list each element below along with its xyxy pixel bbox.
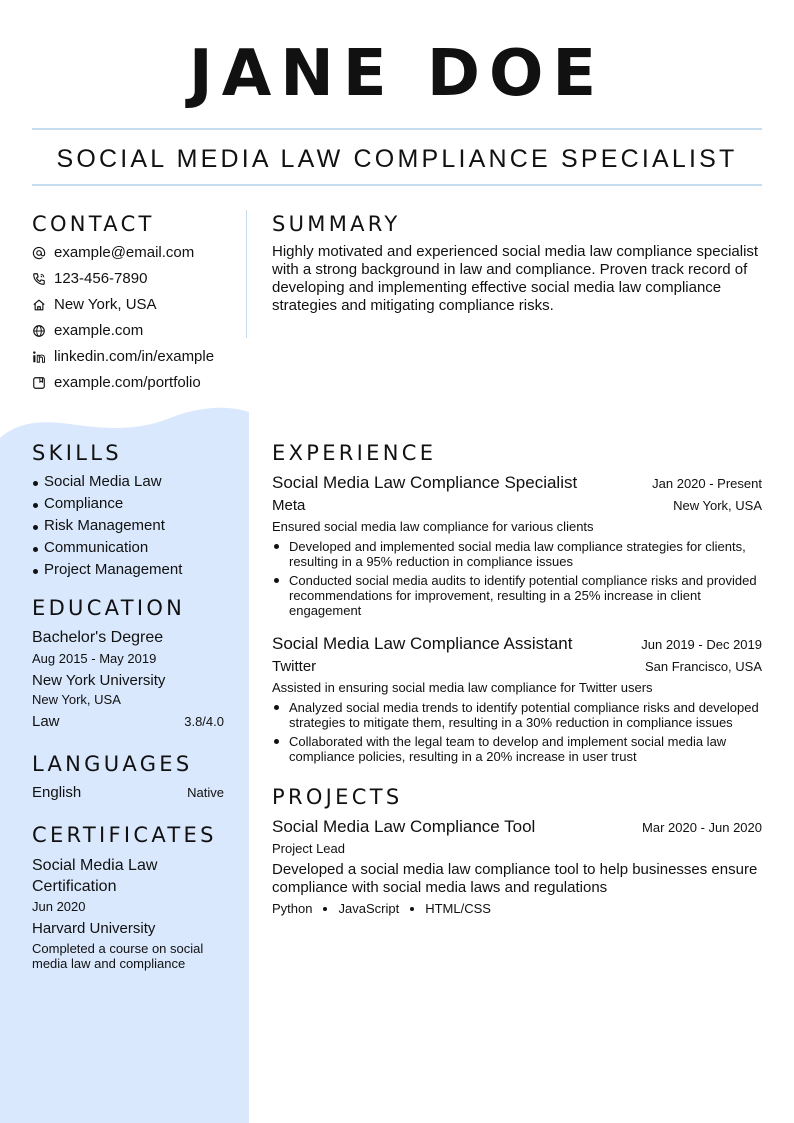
job-bullets: [272, 539, 762, 618]
contact-phone[interactable]: [32, 269, 147, 289]
experience-item: [272, 633, 762, 768]
globe-icon: [32, 324, 46, 338]
contact-location-text: New York, USA: [54, 296, 157, 313]
job-summary: Ensured social media law compliance for various clients: [272, 519, 594, 534]
language-row: [32, 783, 224, 803]
contact-linkedin-text: linkedin.com/in/example: [54, 348, 215, 365]
education-field: Law: [32, 713, 60, 730]
job-bullets: [272, 700, 762, 764]
project-role: Project Lead: [272, 841, 345, 856]
contact-phone-text: 123-456-7890: [54, 270, 148, 287]
list-item: Compliance: [32, 493, 242, 515]
skills-heading: SKILLS: [32, 441, 122, 465]
language-level: Native: [187, 785, 224, 800]
contact-heading: CONTACT: [32, 212, 155, 236]
job-company: Twitter: [272, 658, 317, 675]
project-tech-list: [272, 901, 762, 917]
header-rule-bottom: [32, 184, 762, 186]
job-location: San Francisco, USA: [644, 659, 762, 674]
language-name: English: [32, 784, 82, 801]
certificate-date: Jun 2020: [32, 899, 86, 914]
list-item: Communication: [32, 537, 242, 559]
job-dates: Jan 2020 - Present: [652, 476, 762, 491]
contact-website-text: example.com: [54, 322, 144, 339]
job-title: Social Media Law Compliance Specialist: [272, 473, 578, 492]
separator-dot: [323, 907, 327, 911]
contact-email-text: example@email.com: [54, 244, 195, 261]
list-item: Collaborated with the legal team to develop and implement social media law compliance policies, resulting in a 20% increase in user trust: [272, 734, 762, 764]
phone-icon: [32, 272, 46, 286]
job-location: New York, USA: [673, 498, 762, 513]
linkedin-icon: [32, 350, 46, 364]
contact-location: [32, 295, 157, 315]
list-item: Developed and implemented social media law compliance strategies for clients, resulting in a 95% reduction in compliance issues: [272, 539, 762, 569]
contact-website[interactable]: [32, 321, 143, 341]
education-field-row: [32, 712, 224, 732]
contact-portfolio[interactable]: [32, 373, 201, 393]
contact-portfolio-text: example.com/portfolio: [54, 374, 201, 391]
certificates-heading: CERTIFICATES: [32, 823, 217, 847]
tech-tag: Python: [272, 901, 313, 916]
projects-heading: PROJECTS: [272, 785, 403, 809]
contact-linkedin[interactable]: [32, 347, 214, 367]
summary-heading: SUMMARY: [272, 212, 401, 236]
list-item: Risk Management: [32, 515, 242, 537]
list-item: Project Management: [32, 559, 242, 581]
skills-list: [32, 471, 242, 581]
experience-heading: EXPERIENCE: [272, 441, 437, 465]
job-company: Meta: [272, 497, 306, 514]
education-degree: Bachelor's Degree: [32, 629, 164, 646]
education-heading: EDUCATION: [32, 596, 186, 620]
education-dates: Aug 2015 - May 2019: [32, 651, 157, 666]
languages-heading: LANGUAGES: [32, 752, 193, 776]
project-item: [272, 816, 762, 917]
tech-tag: HTML/CSS: [425, 901, 491, 916]
project-title: Social Media Law Compliance Tool: [272, 817, 536, 836]
list-item: Conducted social media audits to identify potential compliance risks and provided recommendations for improvement, resulting in a 25% increase in client engagement: [272, 573, 762, 618]
at-icon: [32, 246, 46, 260]
education-gpa: 3.8/4.0: [184, 714, 224, 729]
job-title: SOCIAL MEDIA LAW COMPLIANCE SPECIALIST: [56, 145, 738, 173]
list-item: Analyzed social media trends to identify potential compliance risks and developed strategies to mitigate them, resulting in a 30% reduction in compliance issues: [272, 700, 762, 730]
project-dates: Mar 2020 - Jun 2020: [642, 820, 762, 835]
job-title: Social Media Law Compliance Assistant: [272, 634, 573, 653]
certificate-title: Social Media Law Certification: [32, 857, 158, 895]
job-summary: Assisted in ensuring social media law compliance for Twitter users: [272, 680, 653, 695]
certificate-issuer: Harvard University: [32, 920, 156, 937]
experience-item: [272, 472, 762, 622]
list-item: Social Media Law: [32, 471, 242, 493]
education-school: New York University: [32, 672, 166, 689]
column-divider: [246, 210, 247, 338]
contact-email[interactable]: [32, 243, 194, 263]
job-dates: Jun 2019 - Dec 2019: [641, 637, 762, 652]
project-description: Developed a social media law compliance tool to help businesses ensure compliance with social media laws and regulations: [272, 861, 758, 896]
header-rule-top: [32, 128, 762, 130]
summary-text: Highly motivated and experienced social media law compliance specialist with a strong background in law and compliance. Proven track record of developing and implementing effective social media law compliance strategies and mitigating compliance risks.: [272, 243, 759, 314]
certificate-description: Completed a course on social media law and compliance: [32, 941, 204, 971]
portfolio-icon: [32, 376, 46, 390]
candidate-name: JANE DOE: [188, 37, 606, 111]
education-location: New York, USA: [32, 692, 121, 707]
home-icon: [32, 298, 46, 312]
separator-dot: [410, 907, 414, 911]
tech-tag: JavaScript: [338, 901, 400, 916]
